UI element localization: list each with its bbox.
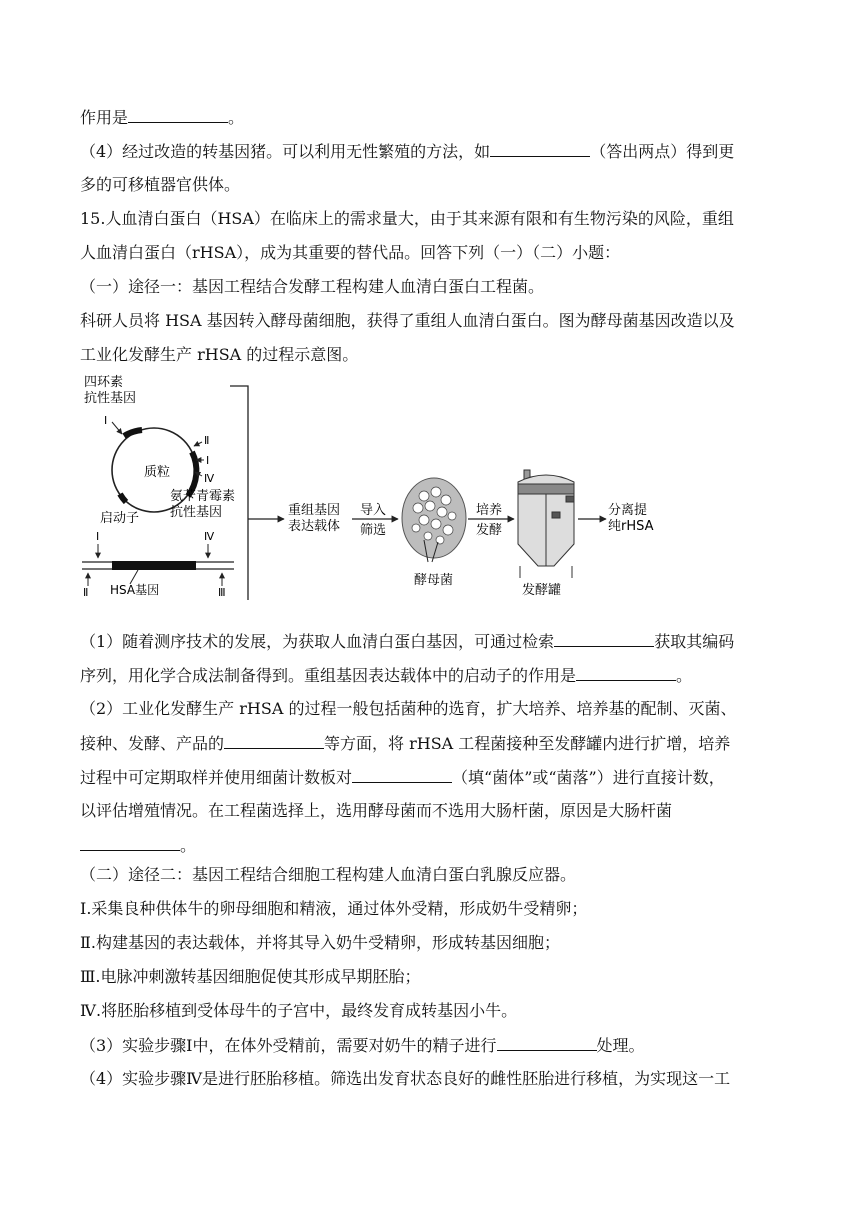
site-IV-label: Ⅳ [204,472,215,485]
vector-label-1: 重组基因 [288,503,341,518]
vector-label-2: 表达载体 [288,519,341,534]
step-1: Ⅰ.采集良种供体牛的卵母细胞和精液，通过体外受精，形成奶牛受精卵； [80,899,588,918]
step-screen-label: 筛选 [360,523,387,538]
section-heading: （二）途径二：基因工程结合细胞工程构建人血清白蛋白乳腺反应器。 [80,865,577,884]
text-line: 序列，用化学合成法制备得到。重组基因表达载体中的启动子的作用是 。 [80,666,693,685]
text-line: 科研人员将 HSA 基因转入酵母菌细胞，获得了重组人血清白蛋白。图为酵母菌基因改造以及 [80,311,735,330]
answer-blank[interactable] [490,141,590,157]
step-import-label: 导入 [360,503,387,518]
step-ferment-label: 发酵 [476,523,503,538]
tet-gene-label-2: 抗性基因 [84,391,137,406]
answer-blank[interactable] [80,835,180,851]
promoter-label: 启动子 [100,511,140,526]
text-line: 多的可移植器官供体。 [80,175,241,194]
hsa-gene-label: HSA基因 [110,583,160,597]
question-2: （2）工业化发酵生产 rHSA 的过程一般包括菌种的选育，扩大培养、培养基的配制、灭菌、 [80,699,737,718]
promoter-segment [120,494,126,502]
section-heading: （一）途径一：基因工程结合发酵工程构建人血清白蛋白工程菌。 [80,277,545,296]
question-1: （1）随着测序技术的发展，为获取人血清白蛋白基因，可通过检索 获取其编码 [80,632,735,651]
answer-blank[interactable] [128,107,228,123]
text-line: 。 [80,835,196,856]
process-diagram [78,372,658,600]
answer-blank[interactable] [554,631,654,647]
question-4b: （4）实验步骤Ⅳ是进行胚胎移植。筛选出发育状态良好的雌性胚胎进行移植，为实现这一工 [80,1069,731,1088]
question-4: （4）经过改造的转基因猪。可以利用无性繁殖的方法，如 （答出两点）得到更 [80,142,735,161]
result-label-1: 分离提 [608,503,648,518]
answer-blank[interactable] [352,767,452,783]
text-line: 以评估增殖情况。在工程菌选择上，选用酵母菌而不选用大肠杆菌，原因是大肠杆菌 [80,801,673,820]
text-line: 接种、发酵、产品的 等方面，将 rHSA 工程菌接种至发酵罐内进行扩增，培养 [80,734,731,753]
site-II-label: Ⅱ [204,434,210,447]
step-3: Ⅲ.电脉冲刺激转基因细胞促使其形成早期胚胎； [80,967,421,986]
yeast-label: 酵母菌 [414,573,454,588]
site-I-label: Ⅰ [104,414,108,427]
question-15-stem: 15.人血清白蛋白（HSA）在临床上的需求量大，由于其来源有限和有生物污染的风险，重组 [80,209,734,228]
site-IV-label: Ⅳ [204,530,215,543]
site-I-label: Ⅰ [96,530,100,543]
amp-gene-label-2: 抗性基因 [170,505,223,520]
step-2: Ⅱ.构建基因的表达载体，并将其导入奶牛受精卵，形成转基因细胞； [80,933,560,952]
answer-blank[interactable] [497,1035,597,1051]
tet-gene-segment [124,430,142,436]
step-4: Ⅳ.将胚胎移植到受体母牛的子宫中，最终发育成转基因小牛。 [80,1001,518,1020]
site-III-label: Ⅲ [218,586,226,599]
answer-blank[interactable] [224,733,324,749]
step-culture-label: 培养 [476,503,503,518]
text-line: 工业化发酵生产 rHSA 的过程示意图。 [80,345,359,364]
plasmid-label: 质粒 [144,465,171,480]
question-3: （3）实验步骤Ⅰ中，在体外受精前，需要对奶牛的精子进行 处理。 [80,1036,645,1055]
hsa-gene-segment [112,561,196,570]
text-line: 作用是 。 [80,108,245,127]
result-label-2: 纯rHSA [608,519,654,534]
amp-gene-label-1: 氨苄青霉素 [170,489,236,504]
text-line: 过程中可定期取样并使用细菌计数板对 （填“菌体”或“菌落”）进行直接计数， [80,768,725,787]
answer-blank[interactable] [576,665,676,681]
fermenter-tank [518,470,574,578]
text-line: 人血清白蛋白（rHSA），成为其重要的替代品。回答下列（一）（二）小题： [80,243,621,262]
fermenter-label: 发酵罐 [522,583,562,598]
site-II-label: Ⅱ [83,586,89,599]
site-I-label: Ⅰ [206,454,210,467]
tet-gene-label-1: 四环素 [84,375,124,390]
